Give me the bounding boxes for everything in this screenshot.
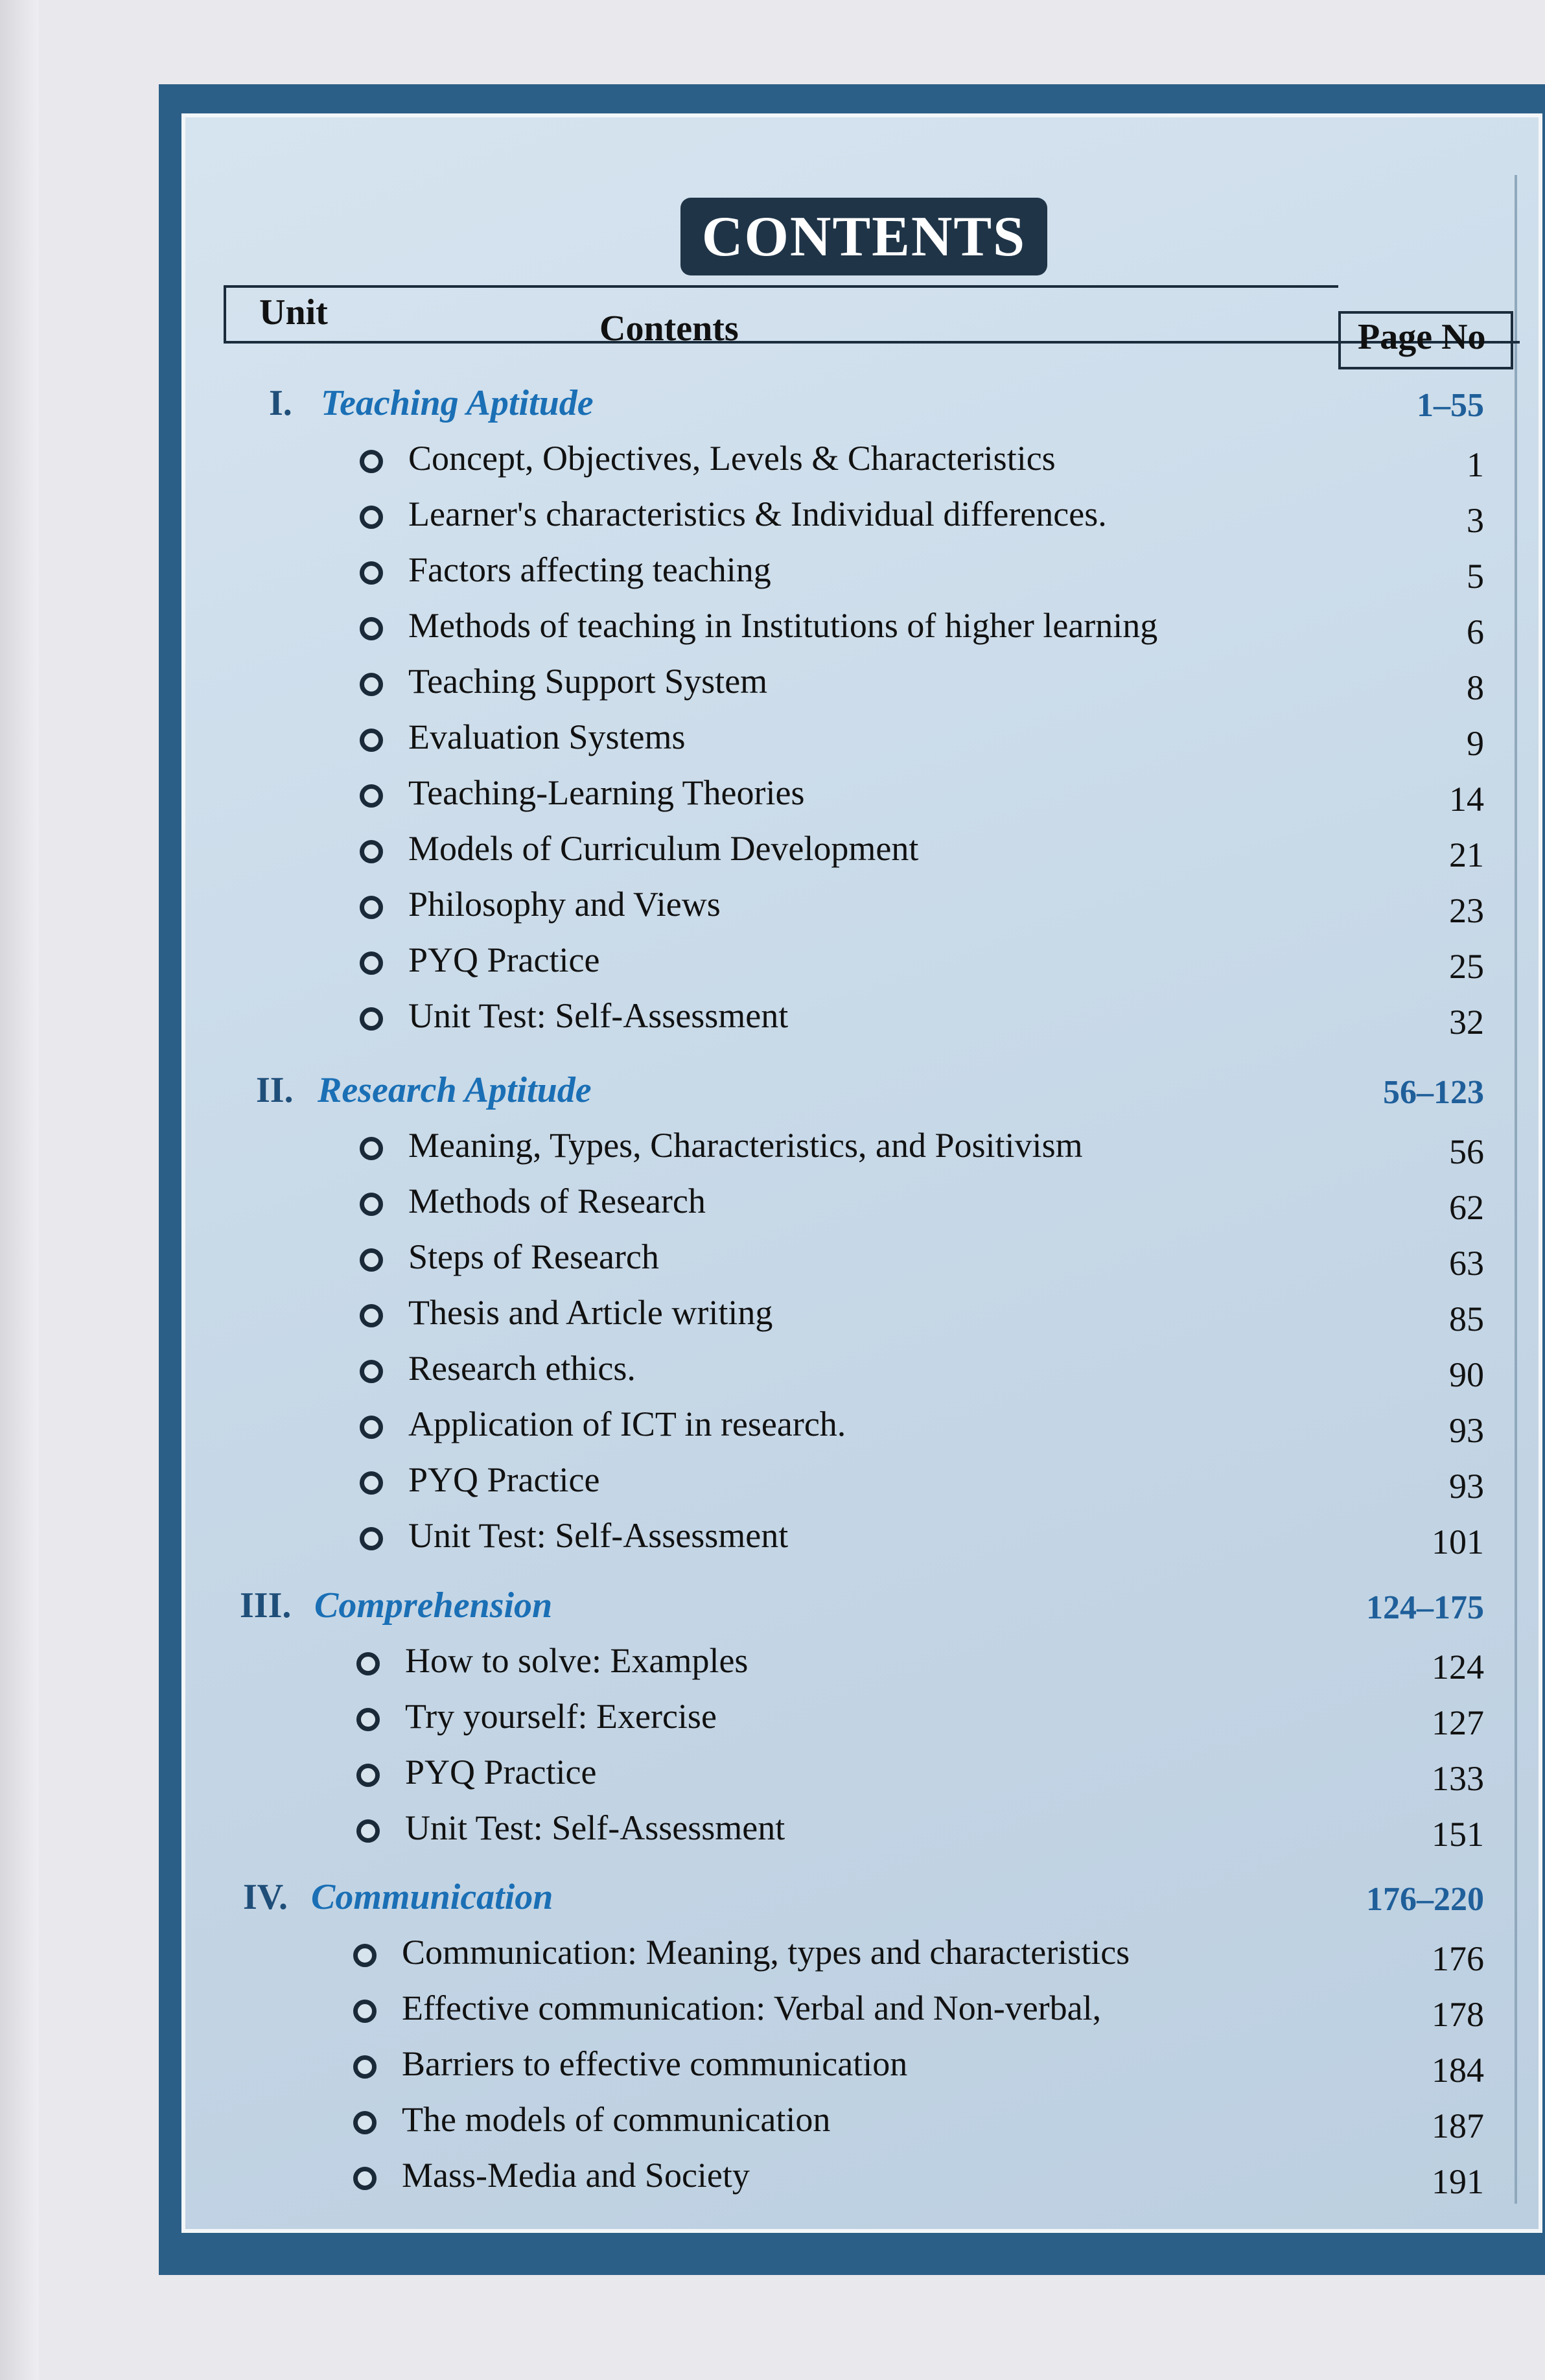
toc-page-number: 176 — [1432, 1939, 1484, 1978]
toc-entry: PYQ Practice — [408, 940, 600, 979]
toc-page-number: 184 — [1432, 2051, 1484, 2090]
header-rule — [224, 341, 1520, 344]
unit-page-range: 124–175 — [1366, 1589, 1484, 1626]
toc-page-number: 93 — [1449, 1467, 1484, 1506]
toc-entry: Unit Test: Self-Assessment — [405, 1808, 785, 1847]
unit-number: III. — [240, 1585, 292, 1626]
toc-entry: Concept, Objectives, Levels & Characteristics — [408, 439, 1056, 478]
bullet-icon — [360, 617, 383, 640]
bullet-icon — [353, 1944, 377, 1967]
toc-page-number: 21 — [1449, 835, 1484, 874]
bullet-icon — [360, 506, 383, 529]
unit-title: Communication — [311, 1877, 553, 1917]
bullet-icon — [356, 1819, 380, 1843]
right-rule — [1515, 175, 1517, 2204]
toc-page-number: 151 — [1432, 1815, 1484, 1854]
toc-entry: Philosophy and Views — [408, 885, 721, 924]
bullet-icon — [360, 1193, 383, 1216]
toc-entry: Communication: Meaning, types and characteristics — [402, 1933, 1130, 1972]
unit-page-range: 1–55 — [1417, 387, 1484, 424]
toc-entry: The models of communication — [402, 2100, 831, 2139]
unit-page-range: 56–123 — [1383, 1074, 1484, 1111]
toc-page-number: 133 — [1432, 1759, 1484, 1798]
toc-entry: Mass-Media and Society — [402, 2156, 750, 2195]
bullet-icon — [360, 840, 383, 863]
unit-page-range: 176–220 — [1366, 1881, 1484, 1918]
table-header — [224, 285, 1504, 364]
toc-entry: Methods of Research — [408, 1182, 706, 1220]
toc-page-number: 14 — [1449, 780, 1484, 819]
toc-page-number: 3 — [1467, 501, 1484, 540]
toc-page-number: 6 — [1467, 612, 1484, 651]
bullet-icon — [353, 2167, 377, 2190]
toc-entry: Evaluation Systems — [408, 718, 686, 756]
page-title: CONTENTS — [680, 198, 1047, 275]
toc-entry: Meaning, Types, Characteristics, and Positivism — [408, 1126, 1083, 1165]
bullet-icon — [360, 896, 383, 919]
bullet-icon — [360, 784, 383, 808]
bullet-icon — [360, 1304, 383, 1327]
toc-entry: Models of Curriculum Development — [408, 829, 919, 868]
bullet-icon — [360, 1416, 383, 1439]
toc-page-number: 23 — [1449, 891, 1484, 930]
toc-entry: Application of ICT in research. — [408, 1405, 846, 1443]
toc-entry: Factors affecting teaching — [408, 550, 771, 589]
toc-page-number: 1 — [1467, 445, 1484, 484]
toc-page-number: 93 — [1449, 1411, 1484, 1450]
toc-page-number: 85 — [1449, 1300, 1484, 1338]
toc-entry: Unit Test: Self-Assessment — [408, 996, 789, 1035]
bullet-icon — [360, 561, 383, 585]
bullet-icon — [353, 2111, 377, 2134]
bullet-icon — [353, 2000, 377, 2023]
toc-page-number: 191 — [1432, 2162, 1484, 2201]
unit-title: Comprehension — [314, 1585, 553, 1626]
toc-page-number: 178 — [1432, 1995, 1484, 2034]
toc-page-number: 90 — [1449, 1355, 1484, 1394]
bullet-icon — [356, 1764, 380, 1787]
bullet-icon — [360, 1527, 383, 1550]
toc-page-number: 127 — [1432, 1703, 1484, 1742]
toc-page-number: 8 — [1467, 668, 1484, 707]
toc-page-number: 124 — [1432, 1648, 1484, 1686]
bullet-icon — [360, 729, 383, 752]
toc-entry: Steps of Research — [408, 1237, 659, 1276]
toc-entry: Thesis and Article writing — [408, 1293, 773, 1332]
unit-title: Teaching Aptitude — [321, 383, 594, 423]
toc-page-number: 187 — [1432, 2106, 1484, 2145]
bullet-icon — [360, 1137, 383, 1160]
toc-entry: Effective communication: Verbal and Non-verbal, — [402, 1989, 1102, 2027]
bullet-icon — [356, 1708, 380, 1731]
bullet-icon — [360, 1360, 383, 1383]
toc-page-number: 56 — [1449, 1132, 1484, 1171]
toc-entry: PYQ Practice — [405, 1753, 597, 1791]
header-unit: Unit — [259, 292, 328, 332]
bullet-icon — [360, 951, 383, 975]
bullet-icon — [360, 450, 383, 473]
bullet-icon — [360, 1248, 383, 1272]
header-box — [224, 285, 1338, 341]
toc-page-number: 5 — [1467, 557, 1484, 596]
toc-entry: Teaching Support System — [408, 662, 768, 701]
bullet-icon — [353, 2055, 377, 2079]
unit-number: I. — [269, 383, 292, 423]
toc-page-number: 9 — [1467, 724, 1484, 763]
toc-entry: Teaching-Learning Theories — [408, 773, 805, 812]
toc-entry: Learner's characteristics & Individual differences. — [408, 495, 1107, 533]
bullet-icon — [360, 1007, 383, 1031]
page-edge — [0, 0, 39, 2380]
unit-number: IV. — [243, 1877, 288, 1917]
toc-entry: Research ethics. — [408, 1349, 636, 1388]
toc-page-number: 25 — [1449, 947, 1484, 986]
toc-entry: Methods of teaching in Institutions of higher learning — [408, 606, 1158, 645]
toc-page-number: 101 — [1432, 1522, 1484, 1561]
unit-title: Research Aptitude — [318, 1070, 592, 1110]
toc-entry: How to solve: Examples — [405, 1641, 749, 1680]
toc-page-number: 62 — [1449, 1188, 1484, 1227]
header-contents: Contents — [599, 309, 739, 349]
bullet-icon — [356, 1652, 380, 1675]
toc-entry: PYQ Practice — [408, 1460, 600, 1499]
toc-entry: Barriers to effective communication — [402, 2044, 908, 2083]
toc-entry: Try yourself: Exercise — [405, 1697, 717, 1736]
bullet-icon — [360, 673, 383, 696]
toc-page-number: 32 — [1449, 1003, 1484, 1042]
toc-entry: Unit Test: Self-Assessment — [408, 1516, 789, 1555]
unit-number: II. — [256, 1070, 294, 1110]
header-page-no: Page No — [1358, 317, 1486, 357]
toc-page-number: 63 — [1449, 1244, 1484, 1283]
bullet-icon — [360, 1471, 383, 1495]
